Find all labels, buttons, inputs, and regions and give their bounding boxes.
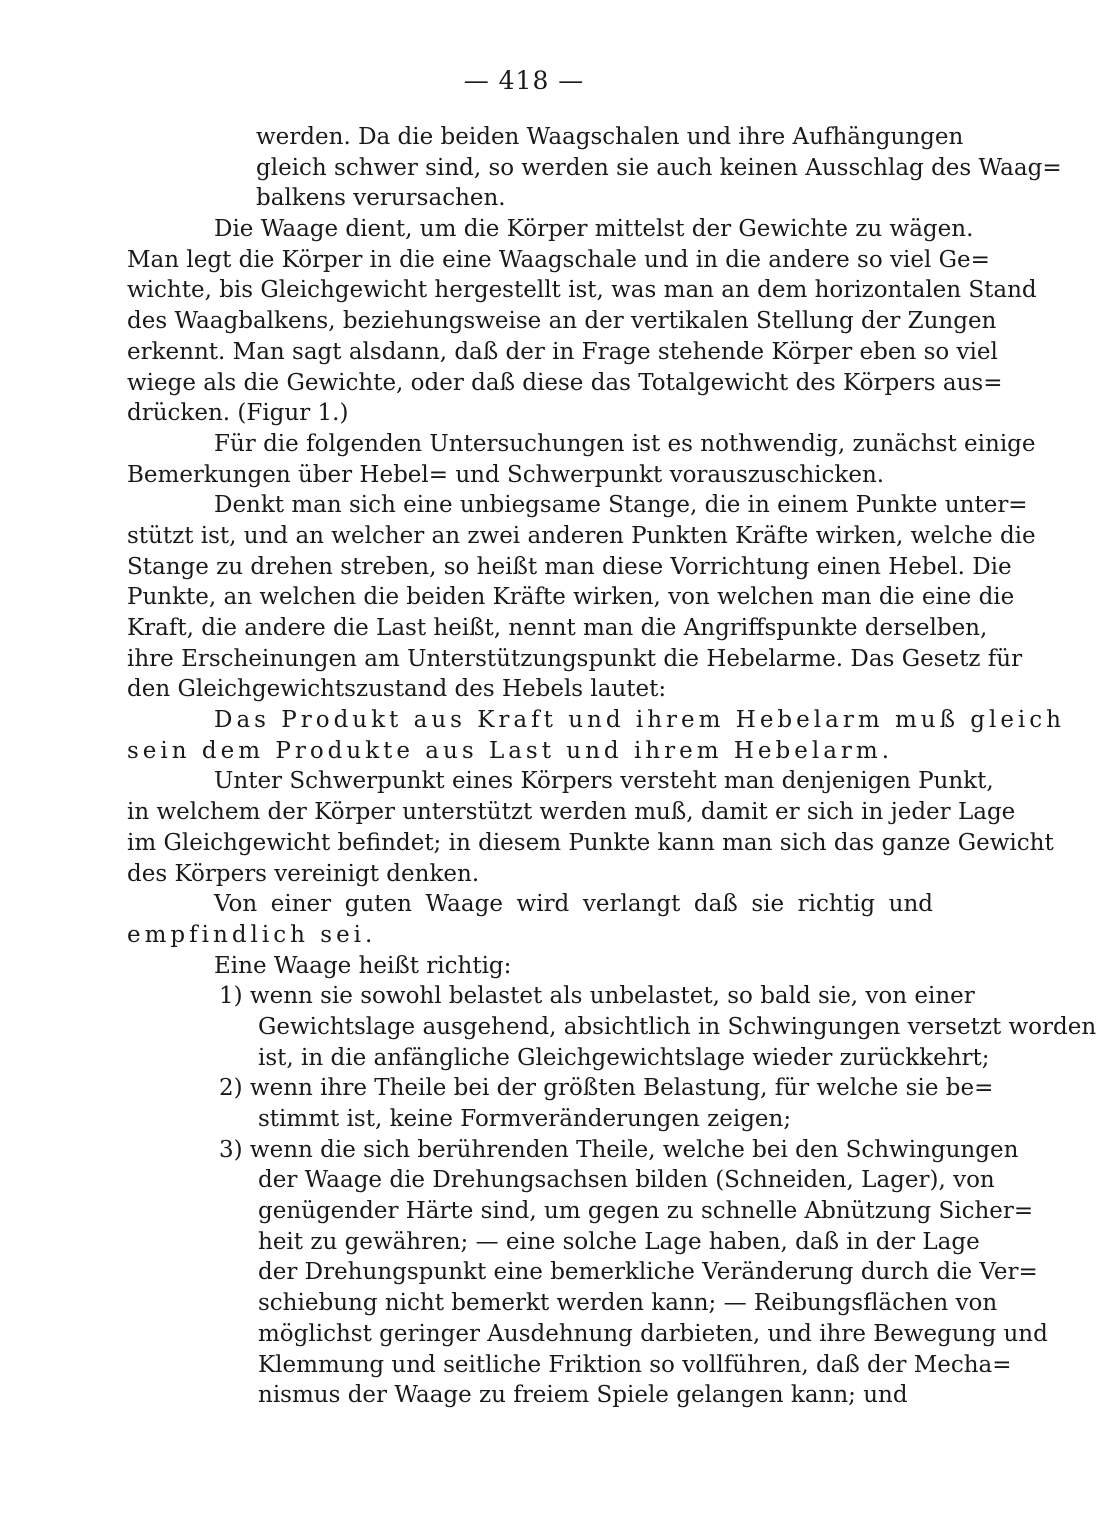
text-line: wiege als die Gewichte, oder daß diese das Totalgewicht des Körpers aus=: [127, 369, 1003, 396]
text-line: möglichst geringer Ausdehnung darbieten, und ihre Bewegung und: [258, 1320, 1048, 1347]
text-line: Bemerkungen über Hebel= und Schwerpunkt vorauszuschicken.: [127, 461, 885, 488]
text-line: 2) wenn ihre Theile bei der größten Belastung, für welche sie be=: [219, 1075, 994, 1102]
text-line: sein dem Produkte aus Last und ihrem Hebelarm.: [127, 737, 894, 764]
text-line: genügender Härte sind, um gegen zu schnelle Abnützung Sicher=: [258, 1198, 1034, 1225]
text-line: Kraft, die andere die Last heißt, nennt man die Angriffspunkte derselben,: [127, 615, 988, 641]
text-line: Für die folgenden Untersuchungen ist es nothwendig, zunächst einige: [214, 430, 1036, 457]
text-line: werden. Da die beiden Waagschalen und ihre Aufhängungen: [256, 124, 964, 150]
text-line: stützt ist, und an welcher an zwei anderen Punkten Kräfte wirken, welche die: [127, 522, 1036, 549]
text-line: des Körpers vereinigt denken.: [127, 860, 480, 887]
text-line: des Waagbalkens, beziehungsweise an der vertikalen Stellung der Zungen: [127, 308, 997, 335]
text-line: 1) wenn sie sowohl belastet als unbelastet, so bald sie, von einer: [219, 983, 975, 1010]
text-line: gleich schwer sind, so werden sie auch keinen Ausschlag des Waag=: [256, 154, 1062, 181]
text-line: empfindlich sei.: [127, 921, 377, 948]
text-line: der Drehungspunkt eine bemerkliche Veränderung durch die Ver=: [258, 1259, 1038, 1286]
text-line: Punkte, an welchen die beiden Kräfte wirken, von welchen man die eine die: [127, 584, 1015, 611]
text-line: nismus der Waage zu freiem Spiele gelangen kann; und: [258, 1382, 908, 1409]
text-line: drücken. (Figur 1.): [127, 400, 349, 427]
text-line: stimmt ist, keine Formveränderungen zeigen;: [258, 1106, 792, 1132]
text-line: in welchem der Körper unterstützt werden muß, damit er sich in jeder Lage: [127, 799, 1016, 826]
text-line: Von einer guten Waage wird verlangt daß sie richtig und: [214, 891, 933, 918]
text-line: wichte, bis Gleichgewicht hergestellt ist, was man an dem horizontalen Stand: [127, 277, 1037, 304]
text-line: heit zu gewähren; — eine solche Lage haben, daß in der Lage: [258, 1228, 980, 1255]
text-line: balkens verursachen.: [256, 185, 506, 212]
text-line: ihre Erscheinungen am Unterstützungspunkt die Hebelarme. Das Gesetz für: [127, 645, 1023, 672]
text-line: Eine Waage heißt richtig:: [214, 952, 512, 979]
body-text: [127, 122, 1096, 1411]
text-line: Stange zu drehen streben, so heißt man diese Vorrichtung einen Hebel. Die: [127, 553, 1012, 580]
text-line: Unter Schwerpunkt eines Körpers versteht man denjenigen Punkt,: [214, 768, 994, 795]
text-line: Man legt die Körper in die eine Waagschale und in die andere so viel Ge=: [127, 246, 990, 273]
text-line: schiebung nicht bemerkt werden kann; — Reibungsflächen von: [258, 1290, 998, 1317]
text-line: erkennt. Man sagt alsdann, daß der in Frage stehende Körper eben so viel: [127, 338, 998, 365]
text-line: Das Produkt aus Kraft und ihrem Hebelarm muß gleich: [214, 707, 1065, 734]
text-line: Die Waage dient, um die Körper mittelst der Gewichte zu wägen.: [214, 216, 974, 243]
text-line: Denkt man sich eine unbiegsame Stange, die in einem Punkte unter=: [214, 492, 1028, 519]
text-line: ist, in die anfängliche Gleichgewichtslage wieder zurückkehrt;: [258, 1044, 990, 1071]
text-line: Klemmung und seitliche Friktion so vollführen, daß der Mecha=: [258, 1351, 1012, 1378]
text-line: den Gleichgewichtszustand des Hebels lautet:: [127, 676, 667, 703]
text-line: im Gleichgewicht befindet; in diesem Punkte kann man sich das ganze Gewicht: [127, 829, 1054, 856]
text-line: Gewichtslage ausgehend, absichtlich in Schwingungen versetzt worden: [258, 1013, 1096, 1040]
page-number: — 418 —: [463, 66, 585, 95]
text-line: 3) wenn die sich berührenden Theile, welche bei den Schwingungen: [219, 1136, 1019, 1163]
text-line: der Waage die Drehungsachsen bilden (Schneiden, Lager), von: [258, 1167, 995, 1194]
